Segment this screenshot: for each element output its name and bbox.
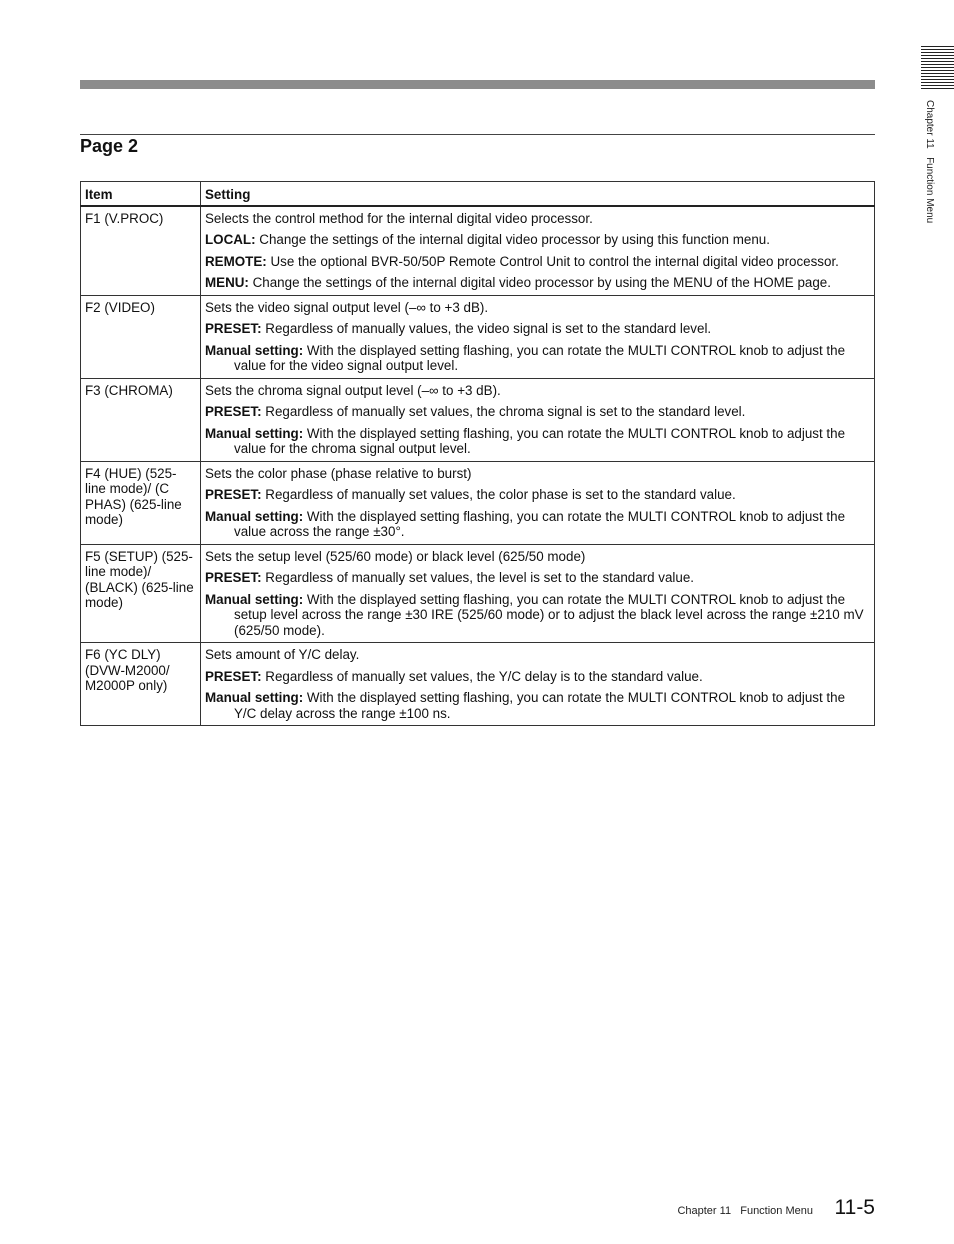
- option-text: Selects the control method for the internal digital video processor.: [205, 210, 593, 226]
- option-text: With the displayed setting flashing, you can rotate the MULTI CONTROL knob to adjust the value for the video signal output level.: [234, 342, 846, 373]
- header-setting: Setting: [201, 182, 875, 206]
- setting-option: [205, 275, 870, 291]
- setting-description: [205, 647, 870, 663]
- table-header-row: [81, 182, 875, 206]
- setting-description: [205, 211, 870, 227]
- option-text: Change the settings of the internal digital video processor by using this function menu.: [255, 232, 770, 247]
- setting-option: [205, 254, 870, 270]
- setting-option: [205, 343, 870, 374]
- table-row: [81, 544, 875, 643]
- option-text: With the displayed setting flashing, you can rotate the MULTI CONTROL knob to adjust the setup level across the range ±30 IRE (525/60 mode) or to adjust the black level across the range ±210 mV (625/50 mode).: [234, 591, 864, 638]
- option-term: PRESET:: [205, 404, 262, 419]
- option-text: Sets the setup level (525/60 mode) or black level (625/50 mode): [205, 548, 586, 564]
- option-term: Manual setting:: [205, 591, 304, 607]
- setting-cell: [201, 378, 875, 461]
- setting-cell: [201, 461, 875, 544]
- option-term: PRESET:: [205, 570, 262, 585]
- side-chapter-label: Chapter 11 Function Menu: [924, 100, 935, 224]
- option-text: Sets the video signal output level (–∞ to +3 dB).: [205, 299, 489, 315]
- settings-table: [80, 181, 875, 726]
- option-term: Manual setting:: [205, 425, 304, 441]
- setting-option: [205, 404, 870, 420]
- setting-option: [205, 570, 870, 586]
- item-cell: F6 (YC DLY) (DVW-M2000/ M2000P only): [81, 643, 201, 726]
- option-text: Regardless of manually set values, the color phase is set to the standard value.: [261, 487, 736, 502]
- option-text: Regardless of manually set values, the Y/C delay is to the standard value.: [261, 668, 703, 684]
- setting-option: [205, 690, 870, 721]
- setting-description: [205, 549, 870, 565]
- table-row: [81, 295, 875, 378]
- table-row: [81, 643, 875, 726]
- setting-cell: [201, 206, 875, 296]
- option-text: Sets the chroma signal output level (–∞ to +3 dB).: [205, 382, 501, 398]
- header-item: Item: [81, 182, 201, 206]
- option-text: With the displayed setting flashing, you can rotate the MULTI CONTROL knob to adjust the Y/C delay across the range ±100 ns.: [234, 690, 846, 721]
- setting-description: [205, 300, 870, 316]
- setting-option: [205, 669, 870, 685]
- option-text: Sets the color phase (phase relative to burst): [205, 465, 472, 481]
- option-term: PRESET:: [205, 668, 262, 684]
- setting-option: [205, 509, 870, 540]
- option-text: With the displayed setting flashing, you can rotate the MULTI CONTROL knob to adjust the value across the range ±30°.: [234, 508, 846, 539]
- chapter-thumb-tab: [921, 46, 954, 90]
- setting-option: [205, 487, 870, 503]
- option-term: Manual setting:: [205, 690, 304, 705]
- setting-option: [205, 426, 870, 457]
- setting-description: [205, 383, 870, 399]
- setting-option: [205, 592, 870, 639]
- option-term: PRESET:: [205, 321, 262, 336]
- setting-option: [205, 321, 870, 337]
- option-text: Regardless of manually set values, the chroma signal is set to the standard level.: [261, 404, 746, 419]
- setting-cell: [201, 544, 875, 643]
- footer-page-number: 11-5: [834, 1196, 875, 1219]
- option-term: LOCAL:: [205, 232, 256, 247]
- setting-option: [205, 232, 870, 248]
- item-cell: F4 (HUE) (525-line mode)/ (C PHAS) (625-line mode): [81, 461, 201, 544]
- option-text: Change the settings of the internal digital video processor by using the MENU of the HOME page.: [248, 275, 831, 290]
- option-text: Use the optional BVR-50/50P Remote Control Unit to control the internal digital video processor.: [266, 253, 839, 269]
- option-term: PRESET:: [205, 487, 262, 502]
- top-rule-bar: [80, 80, 875, 89]
- table-body: [81, 206, 875, 726]
- item-cell: F1 (V.PROC): [81, 206, 201, 296]
- option-term: Manual setting:: [205, 508, 304, 524]
- table-row: [81, 378, 875, 461]
- option-term: REMOTE:: [205, 253, 267, 269]
- item-cell: F2 (VIDEO): [81, 295, 201, 378]
- item-cell: F5 (SETUP) (525-line mode)/ (BLACK) (625-line mode): [81, 544, 201, 643]
- option-text: Regardless of manually values, the video signal is set to the standard level.: [261, 321, 712, 336]
- footer-chapter-label: Chapter 11 Function Menu: [677, 1205, 813, 1217]
- item-cell: F3 (CHROMA): [81, 378, 201, 461]
- table-row: [81, 206, 875, 296]
- setting-description: [205, 466, 870, 482]
- option-text: Regardless of manually set values, the level is set to the standard value.: [261, 570, 695, 585]
- setting-cell: [201, 295, 875, 378]
- section-title: Page 2: [80, 136, 139, 156]
- option-text: Sets amount of Y/C delay.: [205, 647, 360, 662]
- option-text: With the displayed setting flashing, you can rotate the MULTI CONTROL knob to adjust the value for the chroma signal output level.: [234, 425, 846, 456]
- option-term: MENU:: [205, 275, 249, 290]
- table-row: [81, 461, 875, 544]
- section-heading-rule: [80, 134, 875, 135]
- option-term: Manual setting:: [205, 342, 304, 358]
- setting-cell: [201, 643, 875, 726]
